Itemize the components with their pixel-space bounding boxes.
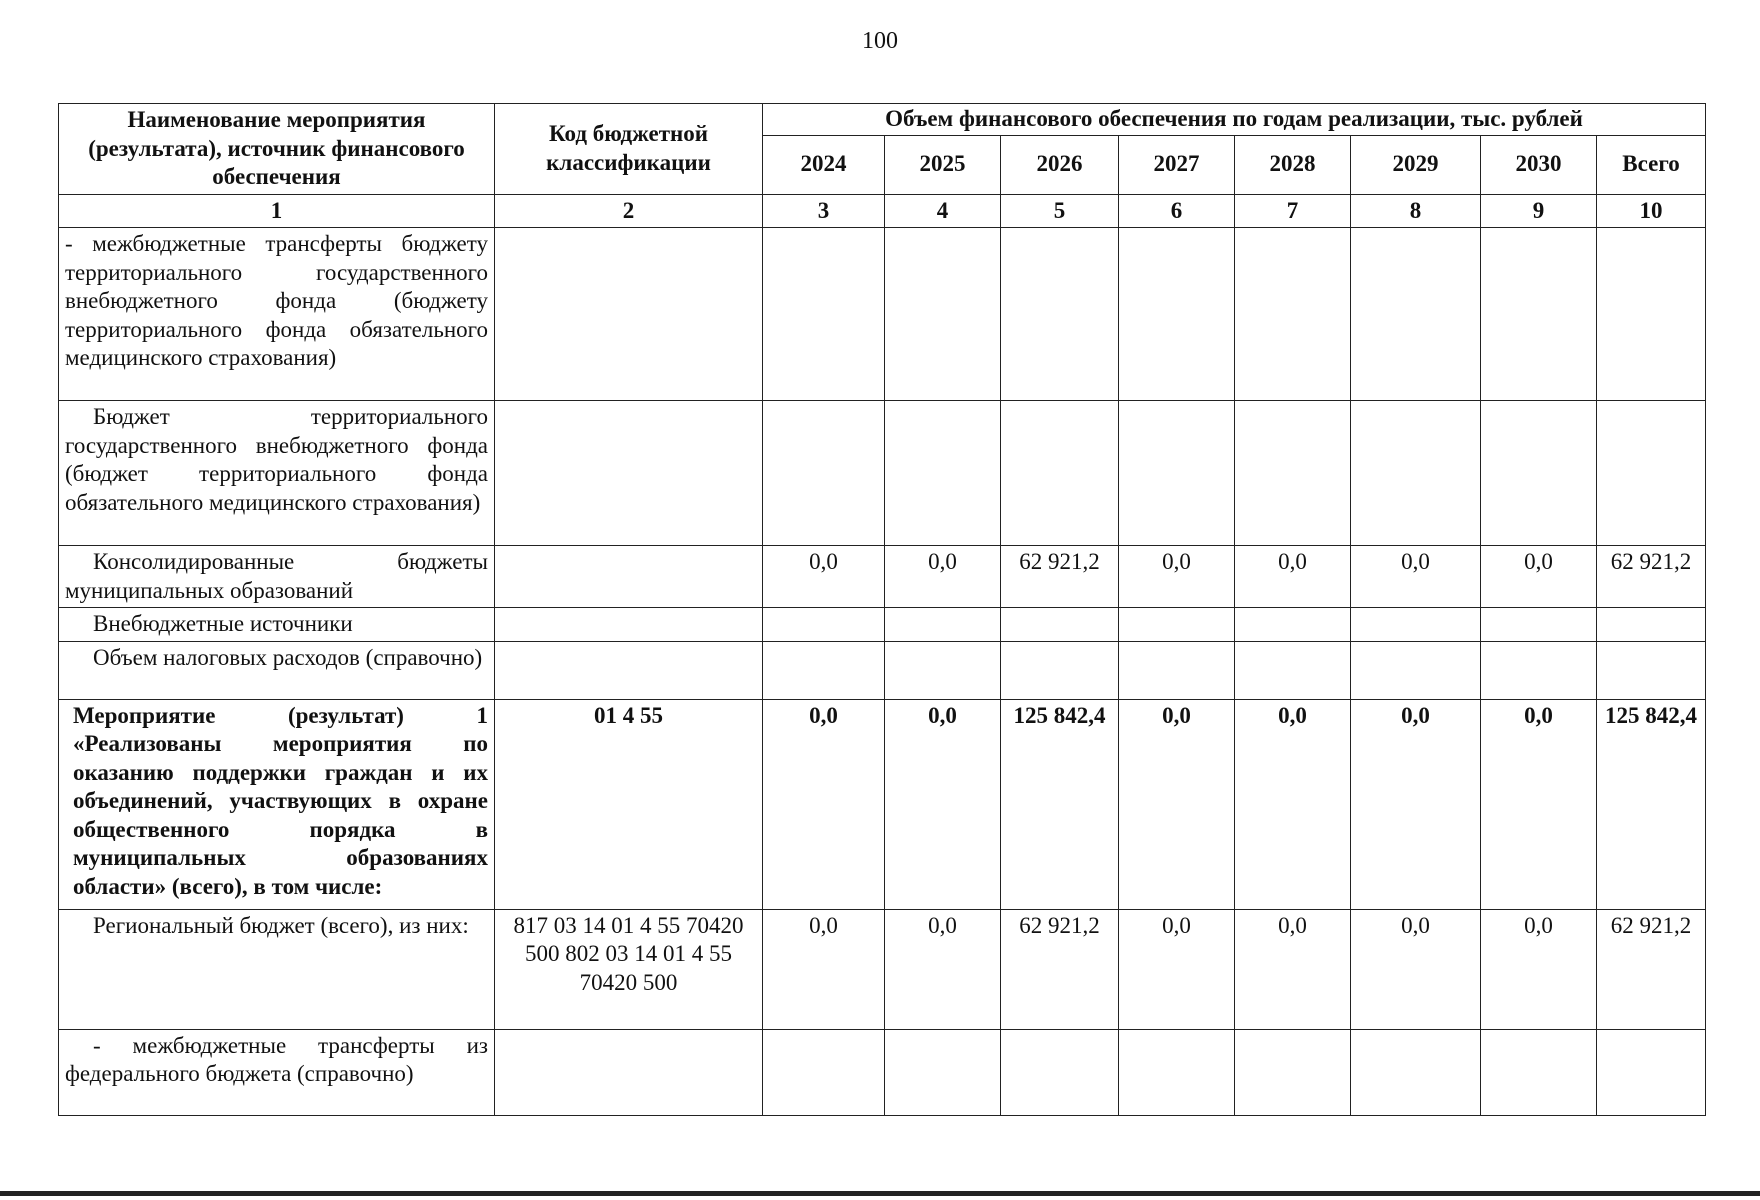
row-value xyxy=(1119,608,1235,642)
row-value xyxy=(1597,228,1706,401)
row-value xyxy=(1235,608,1351,642)
header-year: 2030 xyxy=(1481,135,1597,194)
header-year-total: Всего xyxy=(1597,135,1706,194)
table-row xyxy=(59,641,1706,699)
row-value: 0,0 xyxy=(1481,909,1597,1029)
column-number: 8 xyxy=(1351,194,1481,228)
row-value xyxy=(1597,401,1706,546)
row-value xyxy=(885,1029,1001,1115)
row-code xyxy=(495,608,763,642)
row-value xyxy=(1235,641,1351,699)
table-row xyxy=(59,401,1706,546)
row-value: 0,0 xyxy=(1351,909,1481,1029)
row-value xyxy=(1351,608,1481,642)
header-year: 2025 xyxy=(885,135,1001,194)
column-number: 7 xyxy=(1235,194,1351,228)
table-row xyxy=(59,608,1706,642)
row-value xyxy=(1481,1029,1597,1115)
row-value: 62 921,2 xyxy=(1597,546,1706,608)
column-number: 5 xyxy=(1001,194,1119,228)
header-code: Код бюджетной классификации xyxy=(495,104,763,195)
row-value xyxy=(1001,608,1119,642)
row-value xyxy=(1119,401,1235,546)
row-value: 62 921,2 xyxy=(1001,909,1119,1029)
row-name: Внебюджетные источники xyxy=(59,608,495,642)
column-number: 9 xyxy=(1481,194,1597,228)
row-value xyxy=(1119,641,1235,699)
table-row xyxy=(59,1029,1706,1115)
row-value: 125 842,4 xyxy=(1001,699,1119,909)
row-value: 0,0 xyxy=(763,546,885,608)
row-value: 62 921,2 xyxy=(1597,909,1706,1029)
row-value xyxy=(885,228,1001,401)
row-value: 0,0 xyxy=(1351,546,1481,608)
header-year: 2027 xyxy=(1119,135,1235,194)
column-number: 3 xyxy=(763,194,885,228)
row-value: 125 842,4 xyxy=(1597,699,1706,909)
column-number: 4 xyxy=(885,194,1001,228)
row-name: Бюджет территориального государственного внебюджетного фонда (бюджет территориального фонда обязательного медицинского страхования) xyxy=(59,401,495,546)
row-value xyxy=(1351,401,1481,546)
row-code: 817 03 14 01 4 55 70420 500 802 03 14 01 4 55 70420 500 xyxy=(495,909,763,1029)
row-value xyxy=(1481,401,1597,546)
row-value xyxy=(1351,641,1481,699)
row-value xyxy=(1235,401,1351,546)
row-value xyxy=(1001,228,1119,401)
table-row xyxy=(59,699,1706,909)
row-value xyxy=(763,641,885,699)
row-name: Региональный бюджет (всего), из них: xyxy=(59,909,495,1029)
row-code xyxy=(495,641,763,699)
row-value: 0,0 xyxy=(1119,909,1235,1029)
column-number: 1 xyxy=(59,194,495,228)
row-value xyxy=(1119,1029,1235,1115)
row-value xyxy=(1597,1029,1706,1115)
row-value xyxy=(885,401,1001,546)
row-value: 0,0 xyxy=(885,909,1001,1029)
row-value xyxy=(1481,228,1597,401)
header-volume: Объем финансового обеспечения по годам реализации, тыс. рублей xyxy=(763,104,1706,136)
table-row xyxy=(59,909,1706,1029)
row-value xyxy=(763,1029,885,1115)
row-value: 0,0 xyxy=(885,699,1001,909)
row-value xyxy=(1351,1029,1481,1115)
row-value: 0,0 xyxy=(1235,699,1351,909)
row-value xyxy=(1481,641,1597,699)
row-value: 62 921,2 xyxy=(1001,546,1119,608)
row-value: 0,0 xyxy=(1481,546,1597,608)
row-value xyxy=(1481,608,1597,642)
row-value: 0,0 xyxy=(1119,546,1235,608)
row-code xyxy=(495,546,763,608)
row-value: 0,0 xyxy=(1119,699,1235,909)
row-value: 0,0 xyxy=(1235,909,1351,1029)
row-value: 0,0 xyxy=(763,909,885,1029)
header-name: Наименование мероприятия (результата), источник финансового обеспечения xyxy=(59,104,495,195)
row-value xyxy=(1001,1029,1119,1115)
row-name: - межбюджетные трансферты из федерального бюджета (справочно) xyxy=(59,1029,495,1115)
row-value xyxy=(885,641,1001,699)
page-number: 100 xyxy=(862,28,898,54)
table-row xyxy=(59,228,1706,401)
row-value xyxy=(1235,1029,1351,1115)
row-value: 0,0 xyxy=(1481,699,1597,909)
row-value: 0,0 xyxy=(1235,546,1351,608)
row-value xyxy=(1235,228,1351,401)
header-year: 2026 xyxy=(1001,135,1119,194)
row-value xyxy=(1351,228,1481,401)
scan-bottom-edge xyxy=(0,1191,1760,1196)
budget-table xyxy=(58,103,1706,1116)
row-name: Объем налоговых расходов (справочно) xyxy=(59,641,495,699)
row-code xyxy=(495,1029,763,1115)
row-value xyxy=(1119,228,1235,401)
row-value: 0,0 xyxy=(885,546,1001,608)
row-code xyxy=(495,401,763,546)
header-year: 2028 xyxy=(1235,135,1351,194)
row-value: 0,0 xyxy=(1351,699,1481,909)
row-value xyxy=(1001,401,1119,546)
column-number: 2 xyxy=(495,194,763,228)
row-value xyxy=(1597,608,1706,642)
row-value xyxy=(763,228,885,401)
row-value xyxy=(763,401,885,546)
column-number: 6 xyxy=(1119,194,1235,228)
row-name: Мероприятие (результат) 1 «Реализованы мероприятия по оказанию поддержки граждан и их объединений, участвующих в охране общественного порядка в муниципальных образованиях области» (всего), в том числе: xyxy=(59,699,495,909)
column-number: 10 xyxy=(1597,194,1706,228)
row-name: Консолидированные бюджеты муниципальных образований xyxy=(59,546,495,608)
row-value xyxy=(1597,641,1706,699)
table-row xyxy=(59,546,1706,608)
row-value xyxy=(1001,641,1119,699)
row-value xyxy=(885,608,1001,642)
row-code: 01 4 55 xyxy=(495,699,763,909)
row-name: - межбюджетные трансферты бюджету территориального государственного внебюджетного фонда (бюджету территориального фонда обязательного медицинского страхования) xyxy=(59,228,495,401)
header-year: 2029 xyxy=(1351,135,1481,194)
row-value xyxy=(763,608,885,642)
header-year: 2024 xyxy=(763,135,885,194)
row-value: 0,0 xyxy=(763,699,885,909)
row-code xyxy=(495,228,763,401)
